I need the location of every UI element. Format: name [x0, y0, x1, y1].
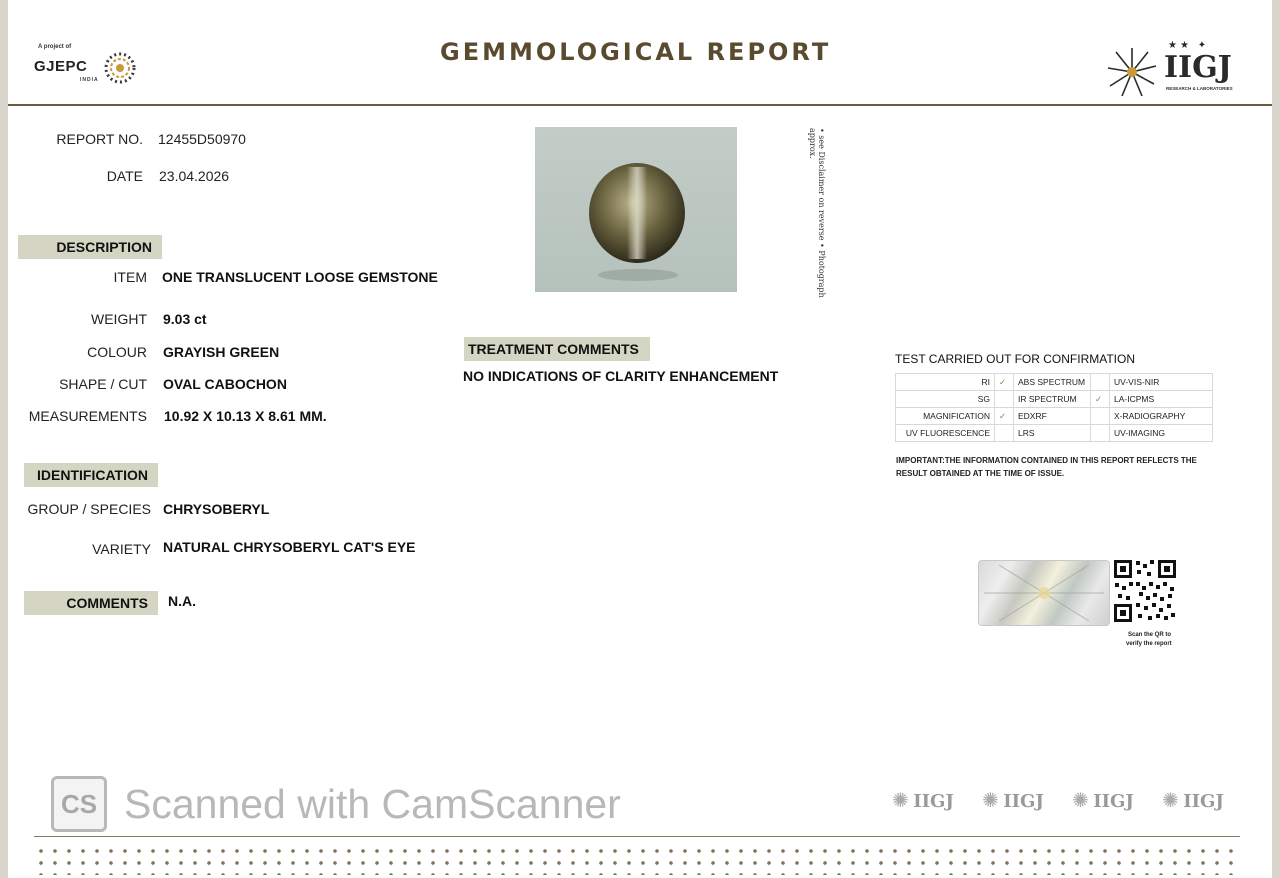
- test-cell: EDXRF: [1014, 408, 1091, 425]
- test-cell: X-RADIOGRAPHY: [1110, 408, 1213, 425]
- gjepc-emblem-icon: [102, 50, 138, 86]
- treatment-heading: TREATMENT COMMENTS: [464, 337, 650, 361]
- header-divider: [8, 104, 1272, 106]
- table-row: [896, 391, 1213, 408]
- comments-value: N.A.: [168, 593, 196, 609]
- measurements-value: 10.92 X 10.13 X 8.61 MM.: [164, 408, 327, 424]
- shape-label: SHAPE / CUT: [59, 376, 147, 392]
- iigj-starburst-icon: ✺: [982, 790, 999, 812]
- item-label: ITEM: [113, 269, 147, 285]
- variety-value: NATURAL CHRYSOBERYL CAT'S EYE: [163, 539, 416, 555]
- hologram-starburst-icon: [979, 561, 1109, 625]
- qr-code-icon[interactable]: [1112, 558, 1178, 624]
- test-cell: LA-ICPMS: [1110, 391, 1213, 408]
- iigj-starburst-icon: ✺: [1162, 790, 1179, 812]
- footer-dot-border: [34, 845, 1240, 875]
- qr-caption-2: verify the report: [1126, 641, 1172, 647]
- tests-table: [895, 373, 1213, 442]
- test-cell: SG: [896, 391, 995, 408]
- iigj-starburst-icon: ✺: [892, 790, 909, 812]
- report-no-value: 12455D50970: [158, 131, 246, 147]
- iigj-subtitle: RESEARCH & LABORATORIES: [1166, 86, 1233, 91]
- gjepc-logo: [34, 44, 144, 90]
- iigj-logo: [1106, 40, 1246, 100]
- group-label: GROUP / SPECIES: [27, 501, 151, 517]
- date-value: 23.04.2026: [159, 168, 230, 184]
- table-row: [896, 425, 1213, 442]
- shape-value: OVAL CABOCHON: [163, 376, 287, 392]
- iigj-footer-marks: [892, 788, 1242, 824]
- date-label: DATE: [106, 168, 143, 184]
- weight-value: 9.03 ct: [163, 311, 207, 327]
- iigj-starburst-icon: ✺: [1072, 790, 1089, 812]
- check-icon: [1091, 408, 1110, 425]
- measurements-label: MEASUREMENTS: [28, 408, 147, 424]
- iigj-footer-mark: [982, 788, 1044, 813]
- test-cell: UV-IMAGING: [1110, 425, 1213, 442]
- check-icon: [995, 391, 1014, 408]
- hologram-seal: [978, 560, 1110, 626]
- colour-value: GRAYISH GREEN: [163, 344, 280, 360]
- check-icon: ✓: [995, 374, 1014, 391]
- iigj-footer-mark: [1072, 788, 1134, 813]
- treatment-value: NO INDICATIONS OF CLARITY ENHANCEMENT: [463, 368, 779, 384]
- iigj-footer-text: IIGJ: [913, 791, 954, 812]
- test-cell: UV FLUORESCENCE: [896, 425, 995, 442]
- gemstone-photo: [535, 127, 737, 292]
- test-cell: RI: [896, 374, 995, 391]
- report-no-label: REPORT NO.: [56, 131, 143, 147]
- test-cell: UV-VIS-NIR: [1110, 374, 1213, 391]
- iigj-stars: ★★ ✦: [1168, 40, 1210, 51]
- important-line-1: IMPORTANT:THE INFORMATION CONTAINED IN THIS REPORT REFLECTS THE: [896, 456, 1197, 465]
- check-icon: ✓: [995, 408, 1014, 425]
- iigj-starburst-icon: [1106, 46, 1158, 98]
- iigj-footer-mark: [1162, 788, 1224, 813]
- test-cell: IR SPECTRUM: [1014, 391, 1091, 408]
- camscanner-watermark: Scanned with CamScanner: [124, 781, 621, 827]
- item-value: ONE TRANSLUCENT LOOSE GEMSTONE: [162, 269, 438, 285]
- camscanner-badge: [51, 776, 107, 832]
- identification-heading: IDENTIFICATION: [24, 463, 158, 487]
- description-heading: DESCRIPTION: [18, 235, 162, 259]
- iigj-footer-text: IIGJ: [1093, 791, 1134, 812]
- test-cell: MAGNIFICATION: [896, 408, 995, 425]
- gjepc-name: GJEPC: [34, 58, 88, 75]
- table-row: [896, 408, 1213, 425]
- camscanner-badge-text: CS: [60, 789, 98, 819]
- footer-divider: [34, 836, 1240, 837]
- iigj-footer-text: IIGJ: [1183, 791, 1224, 812]
- colour-label: COLOUR: [87, 344, 147, 360]
- check-icon: [1091, 425, 1110, 442]
- check-icon: [995, 425, 1014, 442]
- test-cell: LRS: [1014, 425, 1091, 442]
- iigj-footer-text: IIGJ: [1003, 791, 1044, 812]
- tests-heading: TEST CARRIED OUT FOR CONFIRMATION: [895, 352, 1136, 366]
- gjepc-project-text: A project of: [38, 44, 72, 50]
- table-row: [896, 374, 1213, 391]
- check-icon: [1091, 374, 1110, 391]
- group-value: CHRYSOBERYL: [163, 501, 270, 517]
- weight-label: WEIGHT: [91, 311, 147, 327]
- iigj-name: IIGJ: [1164, 50, 1232, 85]
- page-title: GEMMOLOGICAL REPORT: [440, 38, 832, 66]
- qr-caption-1: Scan the QR to: [1128, 632, 1172, 638]
- iigj-footer-mark: [892, 788, 954, 813]
- test-cell: ABS SPECTRUM: [1014, 374, 1091, 391]
- gemstone-image: [535, 127, 737, 292]
- comments-heading: COMMENTS: [24, 591, 158, 615]
- check-icon: ✓: [1091, 391, 1110, 408]
- important-line-2: RESULT OBTAINED AT THE TIME OF ISSUE.: [896, 469, 1065, 478]
- photo-disclaimer: • see Disclaimer on reverse • Photograph approx.: [808, 128, 826, 298]
- variety-label: VARIETY: [92, 541, 151, 557]
- gjepc-country: INDIA: [80, 77, 99, 83]
